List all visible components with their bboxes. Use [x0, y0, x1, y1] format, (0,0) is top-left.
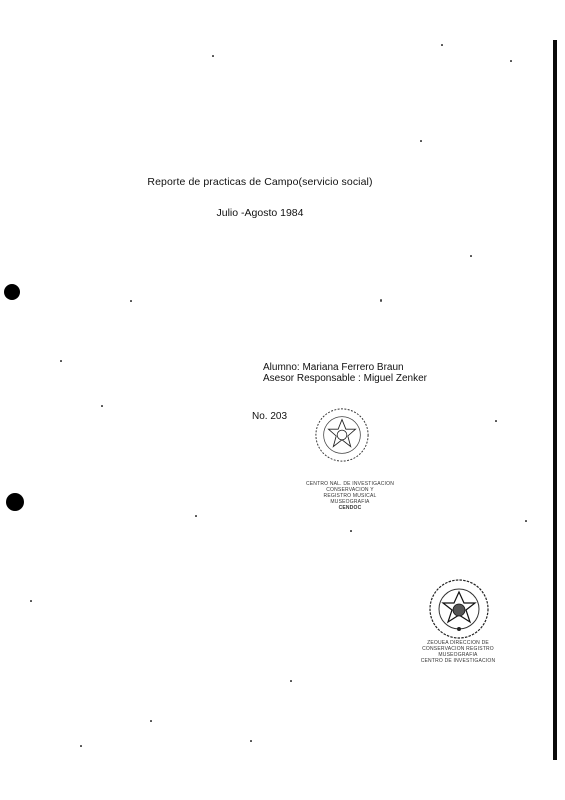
scan-speck	[212, 55, 214, 57]
advisor-name: Asesor Responsable : Miguel Zenker	[263, 373, 427, 384]
seal-text-upper: CENTRO NAL. DE INVESTIGACION CONSERVACION Y REGISTRO MUSICAL MUSEOGRAFIA CENDOC	[305, 481, 395, 511]
report-title: Reporte de practicas de Campo(servicio social)	[147, 176, 373, 188]
scan-speck	[510, 60, 512, 62]
student-name: Alumno: Mariana Ferrero Braun	[263, 362, 404, 373]
scan-speck	[195, 515, 197, 517]
scan-speck	[525, 520, 527, 522]
report-date: Julio -Agosto 1984	[216, 207, 304, 219]
scan-speck	[380, 299, 382, 302]
scan-speck	[420, 140, 422, 142]
document-number: No. 203	[252, 411, 288, 422]
scan-speck	[250, 740, 252, 742]
scan-edge-shadow	[553, 40, 557, 760]
official-seal-icon	[313, 405, 371, 465]
scan-speck	[150, 720, 152, 722]
scan-speck	[101, 405, 103, 407]
scan-speck	[495, 420, 497, 422]
scan-speck	[80, 745, 82, 747]
scan-speck	[470, 255, 472, 257]
scan-speck	[30, 600, 32, 602]
scan-speck	[290, 680, 292, 682]
punch-hole-bottom	[6, 493, 24, 511]
seal-text-lower: ZEOUEA DIRECCION DE CONSERVACION REGISTRO MUSEOGRAFIA CENTRO DE INVESTIGACION	[420, 640, 496, 664]
scan-speck	[441, 44, 443, 46]
scan-speck	[130, 300, 132, 302]
official-seal-icon	[427, 577, 491, 641]
scan-speck	[60, 360, 62, 362]
scan-speck	[350, 530, 352, 532]
punch-hole-top	[4, 284, 20, 300]
